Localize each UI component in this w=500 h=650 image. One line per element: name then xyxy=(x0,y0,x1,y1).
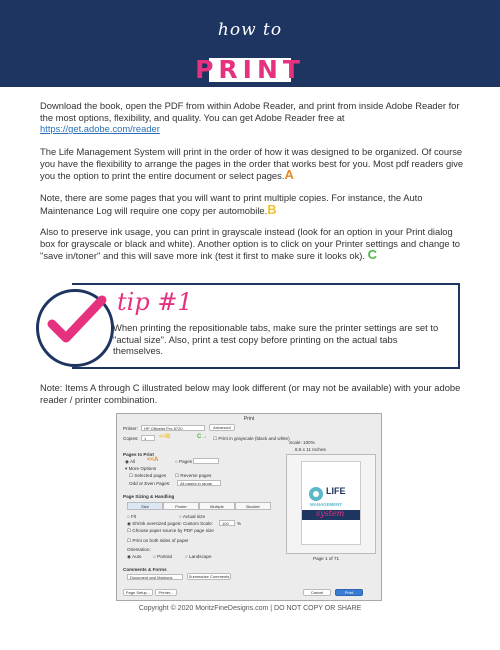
dialog-marker-b: B xyxy=(166,434,171,440)
print-button[interactable]: Print xyxy=(335,589,363,596)
comments-label: Comments & Forms xyxy=(123,567,167,572)
both-sides-checkbox[interactable]: ☐ Print on both sides of paper xyxy=(127,538,189,543)
choose-paper-label: Choose paper source by PDF page size xyxy=(132,528,214,533)
printer-button[interactable]: Printer... xyxy=(155,589,177,596)
dialog-marker-c: C xyxy=(197,434,202,440)
tab-booklet[interactable]: Booklet xyxy=(235,502,271,510)
preview-life-word: LIFE xyxy=(326,486,346,496)
paragraph-order xyxy=(40,146,465,182)
tab-size[interactable]: Size xyxy=(127,502,163,510)
preview-page xyxy=(301,461,361,545)
copies-input[interactable]: 1 xyxy=(141,435,155,441)
radio-pages-label: Pages xyxy=(179,459,193,464)
paragraph-ink xyxy=(40,226,465,262)
page-title: PRINT xyxy=(195,55,305,84)
comments-select[interactable]: Document and Markups xyxy=(127,574,183,580)
print-dialog xyxy=(116,413,382,601)
choose-paper-checkbox[interactable]: ☐ Choose paper source by PDF page size xyxy=(127,528,214,533)
selected-pages-label: Selected pages xyxy=(134,473,167,478)
custom-scale-input[interactable]: 100 xyxy=(219,520,235,526)
paragraph-ink-text: Also to preserve ink usage, you can print in grayscale instead (look for an option in your Print dialog box for grayscale or black and white). Another option is to click on your Printer settings and change to "save in/toner" and this will save more ink (test it first to make sure it looks ok). xyxy=(40,226,461,262)
paragraph-download xyxy=(40,100,465,135)
marker-b: B xyxy=(267,201,277,217)
paragraph-copies xyxy=(40,192,465,216)
dialog-arrow-c: C→ xyxy=(197,434,208,440)
more-options-toggle[interactable]: ▾ More Options xyxy=(125,466,157,471)
marker-c: C xyxy=(367,247,378,263)
radio-custom-scale[interactable]: ○ Custom Scale: xyxy=(179,521,213,526)
preview-management-word: MANAGEMENT xyxy=(310,502,342,507)
tab-multiple[interactable]: Multiple xyxy=(199,502,235,510)
selected-pages-checkbox[interactable]: ☐ Selected pages xyxy=(129,473,167,478)
scale-readout: Scale: 100% xyxy=(289,440,315,445)
checkmark-icon xyxy=(38,292,110,352)
dialog-marker-a: A xyxy=(154,457,159,463)
pages-to-print-label: Pages to Print xyxy=(123,452,154,457)
dialog-arrow-a: <<A xyxy=(147,457,159,463)
radio-landscape[interactable]: ○ Landscape xyxy=(185,554,212,559)
radio-pages[interactable]: ○ Pages xyxy=(175,459,193,464)
marker-a: A xyxy=(284,167,294,183)
actual-size-label: Actual size xyxy=(182,514,206,519)
reverse-pages-label: Reverse pages xyxy=(180,473,212,478)
cancel-button[interactable]: Cancel xyxy=(303,589,331,596)
paragraph-note: Note: Items A through C illustrated below may look different (or may not be available) with your adobe reader / printer combination. xyxy=(40,382,461,405)
footer-copyright: Copyright © 2020 MoritzFineDesigns.com | DO NOT COPY OR SHARE xyxy=(138,605,362,612)
radio-all[interactable]: ◉ All xyxy=(125,459,136,464)
radio-fit[interactable]: ○ Fit xyxy=(127,514,137,519)
dialog-arrow-b: <<B xyxy=(159,434,171,440)
radio-portrait[interactable]: ○ Portrait xyxy=(153,554,172,559)
adobe-reader-link[interactable]: https://get.adobe.com/reader xyxy=(40,123,160,135)
radio-actual-size[interactable]: ○ Actual size xyxy=(179,514,206,519)
paragraph-copies-text: Note, there are some pages that you will want to print multiple copies. For instance, the Auto Maintenance Log will require one copy per automobile. xyxy=(40,192,423,216)
dialog-title: Print xyxy=(243,416,255,422)
advanced-button[interactable]: Advanced xyxy=(209,424,235,431)
both-sides-label: Print on both sides of paper xyxy=(132,538,189,543)
odd-even-label: Odd or Even Pages: xyxy=(129,481,171,486)
paragraph-download-text: Download the book, open the PDF from within Adobe Reader, and print from inside Adobe Reader for the most options, flexibility, and quality. You can get Adobe Reader free at xyxy=(40,100,460,123)
radio-all-label: All xyxy=(130,459,136,464)
odd-even-select[interactable]: All pages in range xyxy=(177,480,221,486)
portrait-label: Portrait xyxy=(157,554,172,559)
page-setup-button[interactable]: Page Setup... xyxy=(123,589,153,596)
custom-scale-label: Custom Scale: xyxy=(183,521,213,526)
paragraph-order-text: The Life Management System will print in the order of how it was designed to be organized. Of course you have the flexibility to arrange the pages in the order that works best for you. Most pdf readers give you the option to print the entire document or select pages. xyxy=(40,146,464,182)
header-howto: how to xyxy=(217,20,283,40)
reverse-pages-checkbox[interactable]: ☐ Reverse pages xyxy=(175,473,212,478)
tab-poster[interactable]: Poster xyxy=(163,502,199,510)
preview-system-word: system xyxy=(316,509,345,518)
gear-icon xyxy=(306,484,326,504)
orientation-label: Orientation: xyxy=(127,547,151,552)
grayscale-label: Print in grayscale (black and white) xyxy=(218,436,290,441)
summarize-button[interactable]: Summarize Comments xyxy=(188,574,230,579)
page-navigation: Page 1 of 71 xyxy=(313,556,340,561)
page-size-readout: 8.5 x 11 Inches xyxy=(295,447,326,452)
fit-label: Fit xyxy=(131,514,137,519)
grayscale-checkbox[interactable]: ☐ Print in grayscale (black and white) xyxy=(213,436,290,441)
auto-label: Auto xyxy=(132,554,142,559)
shrink-label: Shrink oversized pages xyxy=(132,521,181,526)
printer-select[interactable]: HP Officejet Pro 8720 xyxy=(141,425,205,431)
tip-label: tip #1 xyxy=(117,288,193,316)
print-preview xyxy=(286,454,376,554)
printer-label: Printer: xyxy=(123,426,138,431)
percent-sign: % xyxy=(237,521,242,526)
radio-auto[interactable]: ◉ Auto xyxy=(127,554,142,559)
more-options-label: More Options xyxy=(128,466,157,471)
copies-label: Copies: xyxy=(123,436,139,441)
tip-text: When printing the repositionable tabs, make sure the printer settings are set to "actual size". Also, print a test copy before printing on the actual tabs themselves. xyxy=(113,322,439,357)
pages-range-input[interactable] xyxy=(193,458,219,464)
landscape-label: Landscape xyxy=(189,554,212,559)
radio-shrink[interactable]: ◉ Shrink oversized pages xyxy=(127,521,181,526)
sizing-label: Page Sizing & Handling xyxy=(123,494,175,499)
